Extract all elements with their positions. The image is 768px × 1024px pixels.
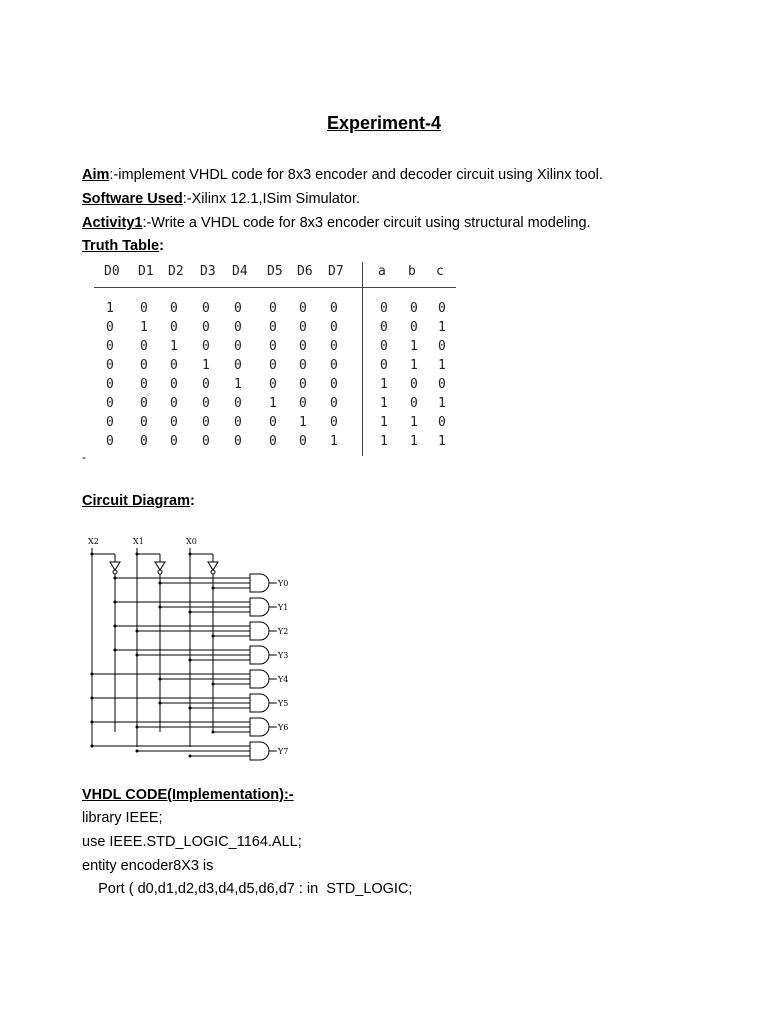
truth-table-header: D0: [104, 264, 120, 279]
junction-dot: [189, 755, 192, 758]
truth-table-cell: 0: [269, 415, 277, 430]
truth-table-cell: 0: [438, 415, 446, 430]
truth-table-cell: 0: [106, 434, 114, 449]
truth-table-cell: 0: [438, 339, 446, 354]
and-gate: [250, 742, 269, 760]
truth-table-cell: 0: [269, 339, 277, 354]
truth-table-cell: 0: [202, 396, 210, 411]
circuit-label: Circuit Diagram: [82, 493, 190, 509]
junction-dot: [159, 582, 162, 585]
truth-table-cell: 0: [170, 434, 178, 449]
output-label: Y4: [278, 675, 289, 684]
stray-dash: -: [82, 450, 86, 464]
truth-table-cell: 1: [380, 396, 388, 411]
truth-table-header: D6: [297, 264, 313, 279]
truth-table-cell: 0: [410, 320, 418, 335]
truth-table-cell: 1: [234, 377, 242, 392]
truth-table-cell: 0: [234, 358, 242, 373]
truth-table-cell: 0: [106, 415, 114, 430]
truth-table-cell: 0: [106, 396, 114, 411]
truth-table-cell: 0: [234, 301, 242, 316]
junction-dot: [114, 601, 117, 604]
truth-table-cell: 1: [380, 434, 388, 449]
truth-table-cell: 0: [330, 301, 338, 316]
truth-table-cell: 0: [170, 301, 178, 316]
truth-table-cell: 0: [202, 301, 210, 316]
truth-table-cell: 0: [269, 301, 277, 316]
junction-dot: [212, 683, 215, 686]
junction-dot: [136, 630, 139, 633]
truth-table-cell: 0: [234, 339, 242, 354]
truth-table-cell: 0: [299, 377, 307, 392]
truth-table-cell: 0: [269, 320, 277, 335]
software-label: Software Used: [82, 191, 183, 207]
truth-table-cell: 0: [170, 415, 178, 430]
inverter-bubble: [158, 570, 162, 574]
truth-table-cell: 0: [234, 415, 242, 430]
junction-dot: [114, 625, 117, 628]
truth-table-cell: 0: [269, 358, 277, 373]
truth-table-cell: 0: [380, 301, 388, 316]
truth-table-cell: 1: [330, 434, 338, 449]
truth-table-cell: 0: [202, 434, 210, 449]
truth-table-cell: 0: [299, 434, 307, 449]
truth-table-cell: 0: [106, 320, 114, 335]
truth-table-cell: 0: [299, 358, 307, 373]
junction-dot: [114, 577, 117, 580]
truth-table-header: b: [408, 264, 416, 279]
truth-table-cell: 0: [410, 301, 418, 316]
truth-table-cell: 1: [380, 415, 388, 430]
truth-table-header: D3: [200, 264, 216, 279]
truth-table-cell: 0: [202, 415, 210, 430]
truth-table-header: D1: [138, 264, 154, 279]
activity-label: Activity1: [82, 215, 143, 231]
code-line: library IEEE;: [82, 810, 163, 826]
truth-table-header: D4: [232, 264, 248, 279]
circuit-heading: Circuit Diagram:: [82, 493, 195, 509]
truth-table-cell: 1: [438, 396, 446, 411]
truth-table-label: Truth Table: [82, 238, 160, 254]
input-label: X1: [133, 537, 144, 546]
junction-dot: [91, 721, 94, 724]
truth-table-cell: 0: [380, 358, 388, 373]
truth-table-cell: 1: [410, 358, 418, 373]
truth-table-cell: 0: [202, 320, 210, 335]
truth-table-cell: 1: [202, 358, 210, 373]
truth-table-header: a: [378, 264, 386, 279]
truth-table-cell: 1: [410, 339, 418, 354]
truth-table-cell: 1: [410, 434, 418, 449]
input-label: X2: [88, 537, 99, 546]
truth-table-cell: 0: [299, 320, 307, 335]
junction-dot: [91, 697, 94, 700]
and-gate: [250, 694, 269, 712]
software-text: :-Xilinx 12.1,ISim Simulator.: [182, 191, 361, 207]
truth-table-cell: 0: [140, 339, 148, 354]
junction-dot: [212, 587, 215, 590]
truth-table-cell: 0: [380, 320, 388, 335]
truth-table-cell: 1: [140, 320, 148, 335]
truth-table-cell: 1: [438, 320, 446, 335]
output-label: Y7: [278, 747, 289, 756]
output-label: Y3: [278, 651, 289, 660]
and-gate: [250, 718, 269, 736]
truth-table-cell: 0: [269, 377, 277, 392]
truth-table-cell: 0: [140, 415, 148, 430]
truth-table: [90, 262, 460, 457]
junction-dot: [91, 553, 94, 556]
code-line: use IEEE.STD_LOGIC_1164.ALL;: [82, 834, 302, 850]
inverter: [155, 562, 165, 570]
truth-table-header: D2: [168, 264, 184, 279]
truth-table-cell: 0: [234, 434, 242, 449]
junction-dot: [114, 649, 117, 652]
and-gate: [250, 646, 269, 664]
truth-table-cell: 0: [234, 396, 242, 411]
circuit-diagram: [82, 532, 302, 762]
truth-table-cell: 0: [140, 396, 148, 411]
truth-table-divider: [362, 262, 363, 456]
truth-table-cell: 0: [299, 396, 307, 411]
truth-table-cell: 1: [106, 301, 114, 316]
junction-dot: [189, 553, 192, 556]
truth-table-cell: 0: [234, 320, 242, 335]
truth-table-cell: 0: [330, 377, 338, 392]
truth-table-cell: 0: [380, 339, 388, 354]
truth-table-header-rule: [94, 287, 456, 288]
truth-table-cell: 0: [330, 358, 338, 373]
truth-table-cell: 1: [170, 339, 178, 354]
truth-table-cell: 1: [299, 415, 307, 430]
truth-table-cell: 1: [269, 396, 277, 411]
junction-dot: [189, 707, 192, 710]
junction-dot: [159, 606, 162, 609]
truth-table-header: D5: [267, 264, 283, 279]
truth-table-cell: 1: [438, 358, 446, 373]
truth-table-cell: 0: [299, 339, 307, 354]
output-label: Y1: [278, 603, 289, 612]
output-label: Y5: [278, 699, 289, 708]
junction-dot: [136, 654, 139, 657]
aim-line: [82, 167, 603, 183]
inverter: [110, 562, 120, 570]
truth-table-header: D7: [328, 264, 344, 279]
junction-dot: [189, 611, 192, 614]
junction-dot: [136, 726, 139, 729]
activity-text: :-Write a VHDL code for 8x3 encoder circuit using structural modeling.: [142, 215, 591, 231]
truth-table-cell: 0: [438, 377, 446, 392]
truth-table-cell: 0: [202, 377, 210, 392]
truth-table-cell: 0: [299, 301, 307, 316]
junction-dot: [189, 659, 192, 662]
truth-table-cell: 0: [140, 358, 148, 373]
aim-label: Aim: [82, 167, 110, 183]
code-line: Port ( d0,d1,d2,d3,d4,d5,d6,d7 : in STD_LOGIC;: [82, 881, 413, 897]
output-label: Y6: [278, 723, 289, 732]
inverter: [208, 562, 218, 570]
output-label: Y0: [278, 579, 289, 588]
inverter-bubble: [211, 570, 215, 574]
truth-table-cell: 1: [438, 434, 446, 449]
truth-table-cell: 0: [410, 396, 418, 411]
activity-line: [82, 215, 591, 231]
truth-table-cell: 0: [170, 358, 178, 373]
page-title: Experiment-4: [326, 113, 442, 133]
junction-dot: [212, 635, 215, 638]
input-label: X0: [186, 537, 197, 546]
software-line: [82, 191, 360, 207]
and-gate: [250, 574, 269, 592]
inverter-bubble: [113, 570, 117, 574]
and-gate: [250, 622, 269, 640]
junction-dot: [159, 678, 162, 681]
truth-table-header: c: [436, 264, 444, 279]
code-heading: VHDL CODE(Implementation):-: [82, 787, 294, 803]
truth-table-cell: 0: [140, 301, 148, 316]
truth-table-cell: 0: [330, 415, 338, 430]
junction-dot: [136, 553, 139, 556]
junction-dot: [91, 745, 94, 748]
output-label: Y2: [278, 627, 289, 636]
truth-table-cell: 1: [410, 415, 418, 430]
truth-table-cell: 0: [106, 358, 114, 373]
truth-table-cell: 0: [170, 396, 178, 411]
junction-dot: [136, 750, 139, 753]
code-line: entity encoder8X3 is: [82, 858, 214, 874]
truth-table-cell: 0: [330, 339, 338, 354]
truth-table-cell: 0: [438, 301, 446, 316]
truth-table-cell: 0: [140, 434, 148, 449]
truth-table-cell: 1: [380, 377, 388, 392]
truth-table-heading: Truth Table:: [82, 238, 164, 254]
and-gate: [250, 598, 269, 616]
truth-table-cell: 0: [410, 377, 418, 392]
truth-table-cell: 0: [170, 320, 178, 335]
truth-table-cell: 0: [330, 396, 338, 411]
truth-table-cell: 0: [202, 339, 210, 354]
truth-table-cell: 0: [140, 377, 148, 392]
truth-table-cell: 0: [269, 434, 277, 449]
junction-dot: [159, 702, 162, 705]
truth-table-cell: 0: [330, 320, 338, 335]
aim-text: :-implement VHDL code for 8x3 encoder and decoder circuit using Xilinx tool.: [109, 167, 603, 183]
junction-dot: [91, 673, 94, 676]
truth-table-cell: 0: [106, 377, 114, 392]
junction-dot: [212, 731, 215, 734]
and-gate: [250, 670, 269, 688]
truth-table-cell: 0: [106, 339, 114, 354]
truth-table-cell: 0: [170, 377, 178, 392]
